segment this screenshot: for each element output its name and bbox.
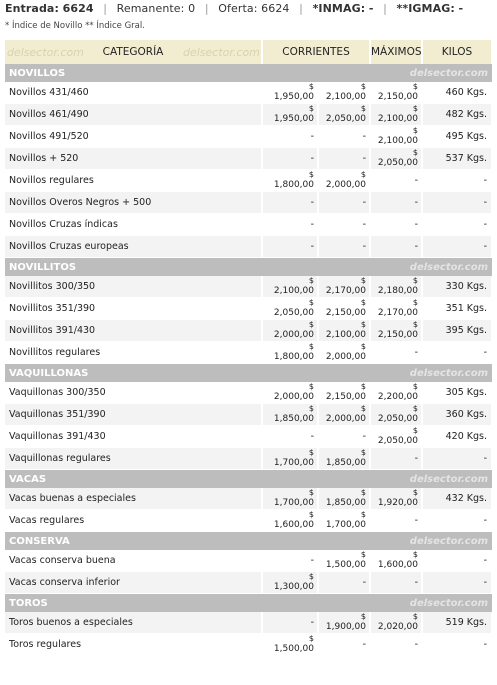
currency-symbol: $ [360, 382, 366, 391]
price-cell: - [318, 426, 370, 448]
price-cell: - [370, 634, 422, 656]
kilos-cell: 351 Kgs. [422, 298, 492, 320]
remanente-label: Remanente: [116, 2, 185, 15]
price-value: 1,850,00 [273, 414, 314, 424]
table-row [5, 448, 492, 470]
column-header-kilos: KILOS [422, 40, 492, 64]
price-value: 2,050,00 [377, 414, 418, 424]
kilos-cell: 432 Kgs. [422, 488, 492, 510]
price-value: 1,850,00 [325, 498, 366, 508]
category-name: Novillos 491/520 [5, 126, 262, 148]
price-cell: - [370, 236, 422, 258]
price-cell [370, 612, 422, 634]
price-value: 2,170,00 [377, 308, 418, 318]
category-name: Novillitos 300/350 [5, 276, 262, 298]
currency-symbol: $ [308, 488, 314, 497]
price-cell: - [370, 192, 422, 214]
category-name: Vacas regulares [5, 510, 262, 532]
price-cell [262, 510, 318, 532]
price-value: 2,150,00 [325, 392, 366, 402]
category-name: Novillos Cruzas índicas [5, 214, 262, 236]
kilos-cell: - [422, 236, 492, 258]
kilos-cell: 420 Kgs. [422, 426, 492, 448]
currency-symbol: $ [308, 382, 314, 391]
price-value: 1,500,00 [273, 644, 314, 654]
kilos-cell: 460 Kgs. [422, 82, 492, 104]
price-cell [370, 104, 422, 126]
price-value: 2,100,00 [325, 92, 366, 102]
price-value: 1,600,00 [377, 560, 418, 570]
category-name: Toros buenos a especiales [5, 612, 262, 634]
price-cell [318, 298, 370, 320]
currency-symbol: $ [412, 382, 418, 391]
kilos-cell: 360 Kgs. [422, 404, 492, 426]
table-row [5, 382, 492, 404]
price-cell: - [318, 634, 370, 656]
section-title: NOVILLOS [5, 64, 370, 82]
price-value: 2,000,00 [273, 330, 314, 340]
category-name: Vacas buenas a especiales [5, 488, 262, 510]
category-name: Vacas conserva buena [5, 550, 262, 572]
price-cell [262, 404, 318, 426]
table-row [5, 298, 492, 320]
table-row [5, 342, 492, 364]
column-header-categoria: delsector.com delsector.com CATEGORÍA [5, 40, 262, 64]
section-header [5, 364, 492, 383]
currency-symbol: $ [412, 126, 418, 135]
table-row [5, 236, 492, 258]
watermark: delsector.com [370, 364, 492, 383]
price-cell [370, 276, 422, 298]
market-summary-bar: Entrada: 6624 | Remanente: 0 | Oferta: 6624 | *INMAG: - | **IGMAG: - [5, 2, 464, 15]
table-row [5, 510, 492, 532]
currency-symbol: $ [412, 612, 418, 621]
kilos-cell: 305 Kgs. [422, 382, 492, 404]
table-row [5, 170, 492, 192]
category-name: Vaquillonas 391/430 [5, 426, 262, 448]
table-row [5, 192, 492, 214]
remanente-value: 0 [188, 2, 196, 15]
section-header [5, 64, 492, 82]
table-row [5, 214, 492, 236]
section-title: CONSERVA [5, 532, 370, 551]
currency-symbol: $ [308, 104, 314, 113]
table-row [5, 104, 492, 126]
price-cell: - [370, 342, 422, 364]
price-cell [318, 104, 370, 126]
price-cell [318, 170, 370, 192]
price-value: 1,700,00 [325, 520, 366, 530]
category-name: Vaquillonas 351/390 [5, 404, 262, 426]
price-value: 2,020,00 [377, 622, 418, 632]
price-cell [318, 612, 370, 634]
price-cell: - [318, 148, 370, 170]
price-value: 2,200,00 [377, 392, 418, 402]
table-row [5, 404, 492, 426]
watermark: delsector.com [370, 532, 492, 551]
table-header [5, 40, 492, 64]
entrada-label: Entrada: [5, 2, 59, 15]
price-cell: - [262, 192, 318, 214]
watermark: delsector.com [7, 46, 84, 59]
price-value: 2,100,00 [273, 286, 314, 296]
section-header [5, 594, 492, 613]
column-header-maximos: MÁXIMOS [370, 40, 422, 64]
table-row [5, 148, 492, 170]
kilos-cell: 482 Kgs. [422, 104, 492, 126]
section-title: VAQUILLONAS [5, 364, 370, 383]
kilos-cell: - [422, 550, 492, 572]
price-cell: - [262, 126, 318, 148]
category-name: Toros regulares [5, 634, 262, 656]
category-name: Vaquillonas regulares [5, 448, 262, 470]
currency-symbol: $ [308, 342, 314, 351]
currency-symbol: $ [412, 426, 418, 435]
currency-symbol: $ [360, 276, 366, 285]
oferta-value: 6624 [261, 2, 290, 15]
price-value: 1,800,00 [273, 352, 314, 362]
currency-symbol: $ [308, 170, 314, 179]
price-cell: - [262, 426, 318, 448]
price-cell [370, 550, 422, 572]
price-cell [262, 342, 318, 364]
category-name: Novillitos 351/390 [5, 298, 262, 320]
table-row [5, 488, 492, 510]
inmag-label: *INMAG: [312, 2, 366, 15]
currency-symbol: $ [412, 82, 418, 91]
category-name: Vaquillonas 300/350 [5, 382, 262, 404]
igmag-value: - [458, 2, 464, 15]
price-cell: - [370, 510, 422, 532]
currency-symbol: $ [308, 320, 314, 329]
price-value: 2,000,00 [273, 392, 314, 402]
table-row [5, 82, 492, 104]
price-cell [262, 488, 318, 510]
currency-symbol: $ [360, 550, 366, 559]
price-value: 2,050,00 [273, 308, 314, 318]
price-cell [262, 634, 318, 656]
price-cell [318, 488, 370, 510]
price-cell: - [318, 192, 370, 214]
price-cell [370, 426, 422, 448]
kilos-cell: - [422, 342, 492, 364]
price-cell [262, 382, 318, 404]
currency-symbol: $ [308, 634, 314, 643]
price-cell: - [262, 612, 318, 634]
column-header-corrientes: CORRIENTES [262, 40, 370, 64]
price-cell [262, 298, 318, 320]
price-cell: - [262, 214, 318, 236]
price-value: 2,150,00 [377, 330, 418, 340]
price-cell [370, 298, 422, 320]
currency-symbol: $ [308, 510, 314, 519]
currency-symbol: $ [360, 320, 366, 329]
price-value: 2,100,00 [325, 330, 366, 340]
section-header [5, 258, 492, 277]
table-row [5, 634, 492, 656]
currency-symbol: $ [360, 104, 366, 113]
table-row [5, 276, 492, 298]
watermark: delsector.com [370, 594, 492, 613]
currency-symbol: $ [308, 448, 314, 457]
price-cell: - [262, 148, 318, 170]
price-cell [318, 82, 370, 104]
price-cell [318, 510, 370, 532]
price-cell [318, 342, 370, 364]
category-name: Novillos + 520 [5, 148, 262, 170]
category-name: Novillos Cruzas europeas [5, 236, 262, 258]
currency-symbol: $ [360, 342, 366, 351]
price-cell [370, 382, 422, 404]
table-row [5, 572, 492, 594]
price-cell [370, 320, 422, 342]
currency-symbol: $ [360, 170, 366, 179]
price-value: 1,950,00 [273, 92, 314, 102]
price-cell [318, 382, 370, 404]
prices-table [5, 40, 493, 656]
watermark: delsector.com [370, 64, 492, 82]
price-value: 1,700,00 [273, 458, 314, 468]
price-cell [318, 404, 370, 426]
price-cell: - [262, 550, 318, 572]
price-value: 1,500,00 [325, 560, 366, 570]
inmag-value: - [368, 2, 374, 15]
price-value: 2,100,00 [377, 114, 418, 124]
price-cell: - [370, 214, 422, 236]
currency-symbol: $ [412, 298, 418, 307]
kilos-cell: 395 Kgs. [422, 320, 492, 342]
price-value: 2,050,00 [377, 158, 418, 168]
table-row [5, 612, 492, 634]
price-cell: - [370, 170, 422, 192]
kilos-cell: - [422, 510, 492, 532]
price-cell: - [318, 572, 370, 594]
table-row [5, 320, 492, 342]
section-title: VACAS [5, 470, 370, 489]
kilos-cell: 537 Kgs. [422, 148, 492, 170]
category-name: Novillos Overos Negros + 500 [5, 192, 262, 214]
price-value: 2,050,00 [377, 436, 418, 446]
currency-symbol: $ [308, 404, 314, 413]
price-cell [370, 488, 422, 510]
currency-symbol: $ [308, 572, 314, 581]
price-cell [318, 448, 370, 470]
price-value: 1,900,00 [325, 622, 366, 632]
price-value: 2,050,00 [325, 114, 366, 124]
currency-symbol: $ [360, 298, 366, 307]
category-name: Novillitos 391/430 [5, 320, 262, 342]
price-value: 2,170,00 [325, 286, 366, 296]
price-value: 2,000,00 [325, 352, 366, 362]
price-cell: - [262, 236, 318, 258]
price-cell: - [318, 214, 370, 236]
igmag-label: **IGMAG: [396, 2, 455, 15]
currency-symbol: $ [412, 148, 418, 157]
price-cell [318, 320, 370, 342]
kilos-cell: - [422, 448, 492, 470]
kilos-cell: - [422, 634, 492, 656]
currency-symbol: $ [360, 612, 366, 621]
currency-symbol: $ [412, 488, 418, 497]
section-header [5, 470, 492, 489]
currency-symbol: $ [360, 82, 366, 91]
price-value: 1,950,00 [273, 114, 314, 124]
price-value: 2,180,00 [377, 286, 418, 296]
currency-symbol: $ [360, 404, 366, 413]
currency-symbol: $ [360, 448, 366, 457]
kilos-cell: 495 Kgs. [422, 126, 492, 148]
index-note: * Índice de Novillo ** Índice Gral. [5, 21, 145, 31]
currency-symbol: $ [360, 488, 366, 497]
kilos-cell: - [422, 214, 492, 236]
price-cell: - [370, 572, 422, 594]
oferta-label: Oferta: [218, 2, 258, 15]
category-name: Novillos 461/490 [5, 104, 262, 126]
kilos-cell: - [422, 572, 492, 594]
kilos-cell: 519 Kgs. [422, 612, 492, 634]
price-cell [370, 126, 422, 148]
price-cell [318, 550, 370, 572]
price-cell [262, 448, 318, 470]
section-title: TOROS [5, 594, 370, 613]
watermark: delsector.com [370, 470, 492, 489]
price-value: 1,700,00 [273, 498, 314, 508]
category-name: Novillos 431/460 [5, 82, 262, 104]
price-cell [262, 276, 318, 298]
price-cell: - [370, 448, 422, 470]
price-cell [262, 170, 318, 192]
price-cell [262, 320, 318, 342]
price-value: 2,150,00 [377, 92, 418, 102]
currency-symbol: $ [308, 82, 314, 91]
category-name: Novillitos regulares [5, 342, 262, 364]
currency-symbol: $ [360, 510, 366, 519]
price-value: 1,800,00 [273, 180, 314, 190]
watermark: delsector.com [183, 46, 260, 59]
currency-symbol: $ [412, 104, 418, 113]
entrada-value: 6624 [62, 2, 94, 15]
price-value: 1,850,00 [325, 458, 366, 468]
price-cell [262, 104, 318, 126]
table-row [5, 550, 492, 572]
price-cell [262, 572, 318, 594]
price-cell [318, 276, 370, 298]
kilos-cell: 330 Kgs. [422, 276, 492, 298]
price-value: 1,300,00 [273, 582, 314, 592]
price-cell [262, 82, 318, 104]
price-cell [370, 82, 422, 104]
price-cell: - [318, 126, 370, 148]
section-title: NOVILLITOS [5, 258, 370, 277]
category-name: Novillos regulares [5, 170, 262, 192]
kilos-cell: - [422, 170, 492, 192]
price-value: 1,920,00 [377, 498, 418, 508]
table-row [5, 426, 492, 448]
price-value: 1,600,00 [273, 520, 314, 530]
price-value: 2,000,00 [325, 180, 366, 190]
currency-symbol: $ [308, 276, 314, 285]
currency-symbol: $ [412, 320, 418, 329]
watermark: delsector.com [370, 258, 492, 277]
category-name: Vacas conserva inferior [5, 572, 262, 594]
price-cell [370, 404, 422, 426]
currency-symbol: $ [412, 550, 418, 559]
price-value: 2,100,00 [377, 136, 418, 146]
price-cell [370, 148, 422, 170]
price-value: 2,000,00 [325, 414, 366, 424]
kilos-cell: - [422, 192, 492, 214]
price-cell: - [318, 236, 370, 258]
currency-symbol: $ [308, 298, 314, 307]
currency-symbol: $ [412, 276, 418, 285]
table-row [5, 126, 492, 148]
section-header [5, 532, 492, 551]
price-value: 2,150,00 [325, 308, 366, 318]
currency-symbol: $ [412, 404, 418, 413]
